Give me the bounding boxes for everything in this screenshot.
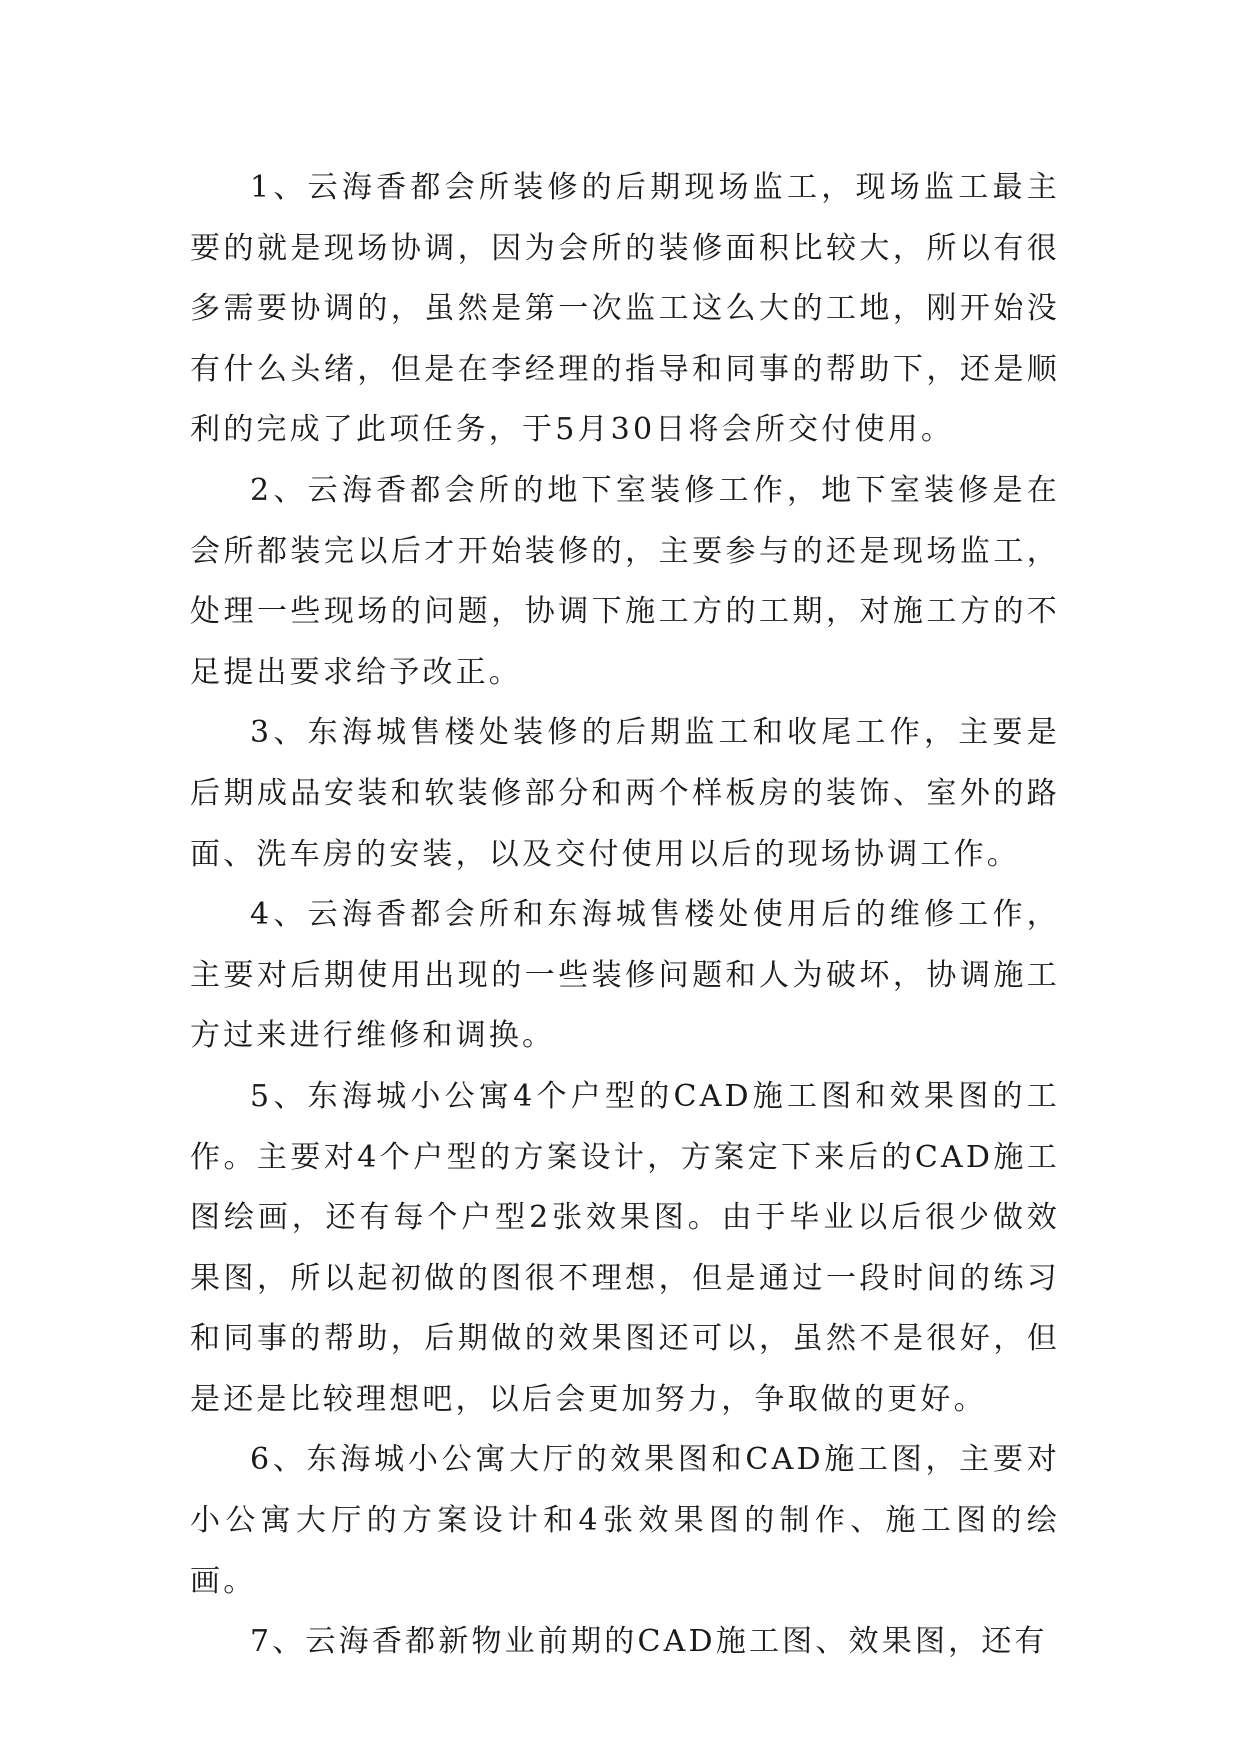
paragraph-7: 7、云海香都新物业前期的CAD施工图、效果图，还有: [250, 1624, 1048, 1660]
paragraph-1: 1、云海香都会所装修的后期现场监工，现场监工最主要的就是现场协调，因为会所的装修面积比较大，所以有很多需要协调的，虽然是第一次监工这么大的工地，刚开始没有什么头绪，但是在李经理的指导和同事的帮助下，还是顺利的完成了此项任务，于5月30日将会所交付使用。: [190, 170, 1060, 448]
paragraph-3: 3、东海城售楼处装修的后期监工和收尾工作，主要是后期成品安装和软装修部分和两个样板房的装饰、室外的路面、洗车房的安装，以及交付使用以后的现场协调工作。: [190, 715, 1060, 872]
paragraph-6: 6、东海城小公寓大厅的效果图和CAD施工图，主要对小公寓大厅的方案设计和4张效果图的制作、施工图的绘画。: [190, 1442, 1060, 1599]
paragraph-2: 2、云海香都会所的地下室装修工作，地下室装修是在会所都装完以后才开始装修的，主要参与的还是现场监工，处理一些现场的问题，协调下施工方的工期，对施工方的不足提出要求给予改正。: [190, 472, 1060, 690]
paragraph-5: 5、东海城小公寓4个户型的CAD施工图和效果图的工作。主要对4个户型的方案设计，方案定下来后的CAD施工图绘画，还有每个户型2张效果图。由于毕业以后很少做效果图，所以起初做的图很不理想，但是通过一段时间的练习和同事的帮助，后期做的效果图还可以，虽然不是很好，但是还是比较理想吧，以后会更加努力，争取做的更好。: [190, 1078, 1060, 1417]
document-body: [190, 158, 1060, 1673]
paragraph-4: 4、云海香都会所和东海城售楼处使用后的维修工作，主要对后期使用出现的一些装修问题和人为破坏，协调施工方过来进行维修和调换。: [190, 897, 1060, 1054]
